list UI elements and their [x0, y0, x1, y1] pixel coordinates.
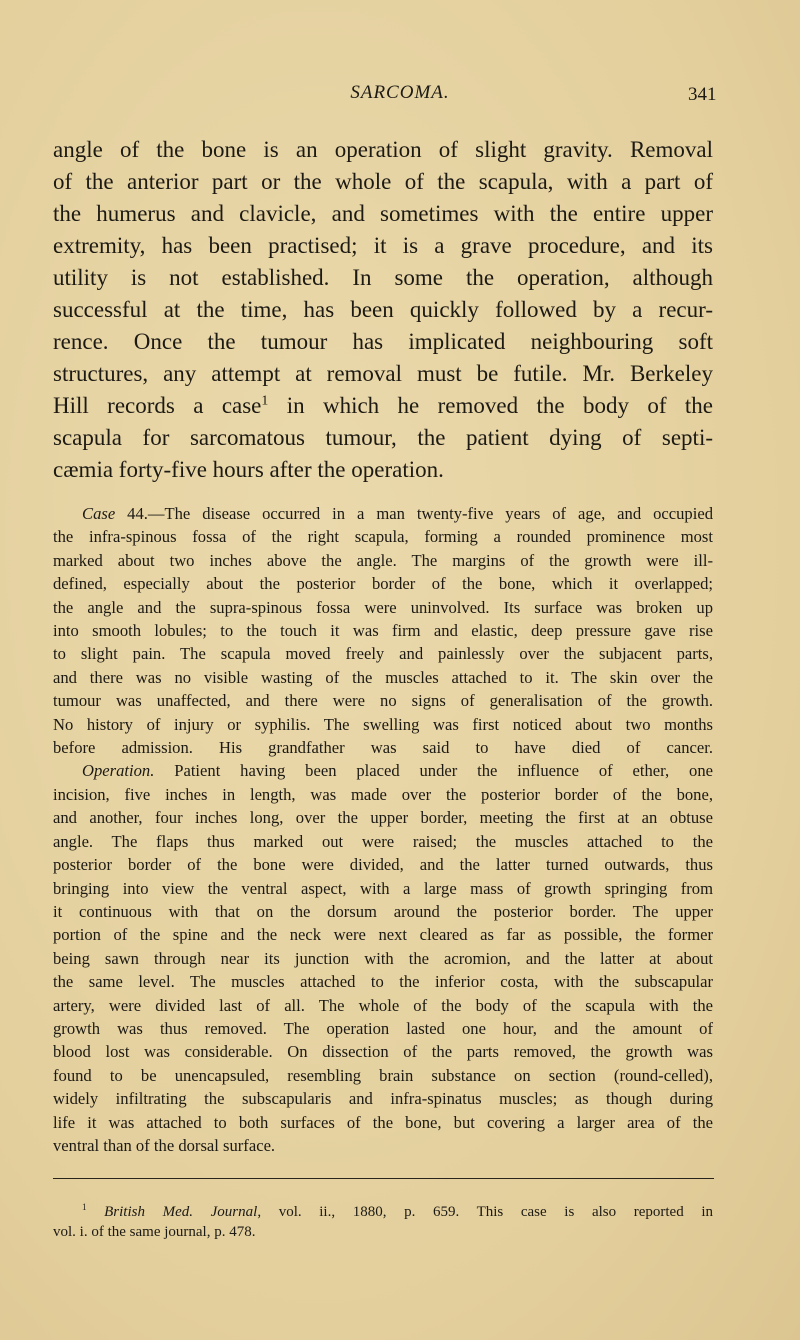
running-title: SARCOMA.	[350, 82, 450, 103]
text-line: angle. The flaps thus marked out were raised; the muscles attached to the	[53, 831, 713, 851]
text-line: defined, especially about the posterior border of the bone, which it overlapped;	[53, 574, 713, 594]
text-line: the humerus and clavicle, and sometimes with the entire upper	[53, 201, 713, 226]
text-line: extremity, has been practised; it is a grave procedure, and its	[53, 233, 713, 258]
journal-title: British Med. Journal	[104, 1204, 258, 1220]
text-line: and another, four inches long, over the upper border, meeting the first at an obtuse	[53, 808, 713, 828]
text-line: being sawn through near its junction with the acromion, and the latter at about	[53, 948, 713, 968]
footnote-line: vol. i. of the same journal, p. 478.	[53, 1224, 256, 1240]
text-fragment: in which he removed the body of the	[268, 393, 713, 418]
text-line: it continuous with that on the dorsum around the posterior border. The upper	[53, 901, 713, 921]
case-heading-line	[53, 502, 713, 525]
text-fragment: Hill records a case	[53, 393, 262, 418]
case-report	[53, 502, 713, 1157]
text-line: utility is not established. In some the operation, although	[53, 265, 713, 290]
text-line: successful at the time, has been quickly followed by a recur-	[53, 297, 713, 322]
text-line: blood lost was considerable. On dissection of the parts removed, the growth was	[53, 1042, 713, 1062]
page-number: 341	[688, 84, 717, 105]
text-line: cæmia forty-five hours after the operation.	[53, 457, 444, 482]
text-line: rence. Once the tumour has implicated neighbouring soft	[53, 329, 713, 354]
text-line: life it was attached to both surfaces of the bone, but covering a larger area of the	[53, 1112, 713, 1132]
text-line: portion of the spine and the neck were next cleared as far as possible, the former	[53, 925, 713, 945]
text-line	[53, 390, 713, 422]
text-line: the infra-spinous fossa of the right scapula, forming a rounded prominence most	[53, 527, 713, 547]
text-line: angle of the bone is an operation of slight gravity. Removal	[53, 137, 713, 162]
main-paragraph	[53, 134, 713, 486]
text-fragment: , vol. ii., 1880, p. 659. This case is also reported in	[257, 1204, 714, 1220]
text-fragment: Patient having been placed under the influence of ether, one	[154, 761, 713, 781]
text-line: ventral than of the dorsal surface.	[53, 1135, 276, 1155]
text-line: tumour was unaffected, and there were no signs of generalisation of the growth.	[53, 691, 713, 711]
footnote-divider	[53, 1178, 714, 1179]
text-line: artery, were divided last of all. The whole of the body of the scapula with the	[53, 995, 713, 1015]
case-label: Case	[82, 504, 116, 523]
footnote-marker: 1	[82, 1202, 87, 1212]
text-line: bringing into view the ventral aspect, with a large mass of growth springing from	[53, 878, 713, 898]
text-line: structures, any attempt at removal must be futile. Mr. Berkeley	[53, 361, 713, 386]
text-line: widely infiltrating the subscapularis and infra-spinatus muscles; as though during	[53, 1089, 713, 1109]
text-line: marked about two inches above the angle. The margins of the growth were ill-	[53, 550, 713, 570]
text-line: before admission. His grandfather was said to have died of cancer.	[53, 738, 713, 758]
text-line: incision, five inches in length, was made over the posterior border of the bone,	[53, 784, 713, 804]
text-line: of the anterior part or the whole of the scapula, with a part of	[53, 169, 713, 194]
text-line: growth was thus removed. The operation lasted one hour, and the amount of	[53, 1018, 713, 1038]
text-line: scapula for sarcomatous tumour, the patient dying of septi-	[53, 425, 713, 450]
text-line: found to be unencapsuled, resembling brain substance on section (round-celled),	[53, 1065, 713, 1085]
text-line: the angle and the supra-spinous fossa were uninvolved. Its surface was broken up	[53, 597, 713, 617]
text-line: posterior border of the bone were divided, and the latter turned outwards, thus	[53, 855, 713, 875]
operation-label: Operation.	[82, 761, 155, 781]
text-line: to slight pain. The scapula moved freely and painlessly over the subjacent parts,	[53, 644, 713, 664]
operation-heading-line	[53, 759, 713, 782]
text-line: and there was no visible wasting of the muscles attached to it. The skin over the	[53, 667, 713, 687]
text-line: the same level. The muscles attached to the inferior costa, with the subscapular	[53, 972, 713, 992]
footnote-reference[interactable]: 1	[261, 392, 269, 408]
footnote	[53, 1202, 713, 1242]
footnote-line	[53, 1202, 713, 1222]
text-line: into smooth lobules; to the touch it was firm and elastic, deep pressure gave rise	[53, 621, 713, 641]
text-line: No history of injury or syphilis. The swelling was first noticed about two months	[53, 714, 713, 734]
text-fragment: 44.—The disease occurred in a man twenty-five years of age, and occupied	[115, 504, 713, 523]
